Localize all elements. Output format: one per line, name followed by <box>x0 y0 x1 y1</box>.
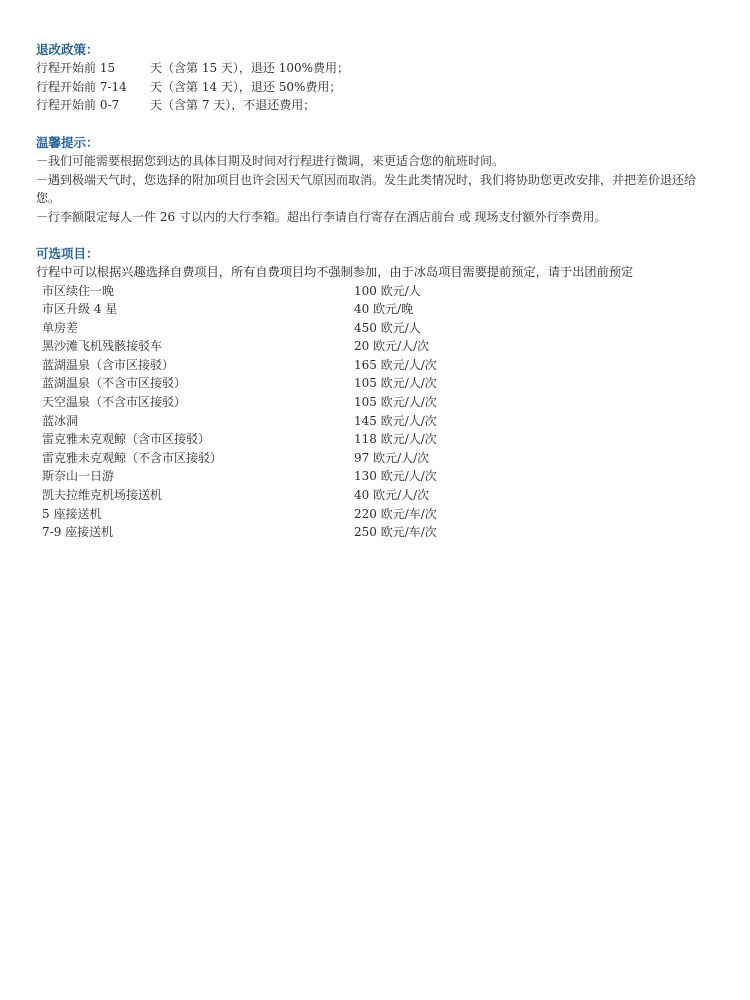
options-title: 可选项目： <box>36 246 99 261</box>
option-name: 凯夫拉维克机场接送机 <box>42 488 163 503</box>
option-price: 165 欧元/人/次 <box>354 357 437 372</box>
tips-section <box>36 134 716 226</box>
option-row <box>36 374 726 393</box>
option-row <box>36 300 726 319</box>
policy-when: 行程开始前 15 <box>36 61 116 75</box>
option-name: 市区升级 4 星 <box>42 302 118 317</box>
option-row <box>36 356 726 375</box>
option-price: 105 欧元/人/次 <box>354 376 437 391</box>
tips-title: 温馨提示： <box>36 135 99 150</box>
option-row <box>36 449 726 468</box>
options-intro: 行程中可以根据兴趣选择自费项目，所有自费项目均不强制参加，由于冰岛项目需要提前预定，请于出团前预定 <box>36 265 634 279</box>
option-price: 130 欧元/人/次 <box>354 469 437 484</box>
refund-policy-section <box>36 41 726 115</box>
option-name: 5 座接送机 <box>42 506 102 521</box>
policy-detail: 天（含第 14 天），退还 50%费用； <box>150 79 342 94</box>
option-name: 天空温泉（不含市区接驳） <box>42 395 187 410</box>
option-price: 20 欧元/人/次 <box>354 339 430 354</box>
option-price: 100 欧元/人 <box>354 283 421 298</box>
option-name: 7-9 座接送机 <box>42 525 114 540</box>
option-price: 145 欧元/人/次 <box>354 413 437 428</box>
tip-item: －我们可能需要根据您到达的具体日期及时间对行程进行微调，来更适合您的航班时间。 <box>36 154 505 168</box>
option-name: 黑沙滩飞机残骸接驳车 <box>42 339 163 354</box>
policy-detail: 天（含第 15 天），退还 100%费用； <box>150 61 350 75</box>
option-row <box>36 282 726 301</box>
option-row <box>36 319 726 338</box>
policy-when: 行程开始前 7-14 <box>36 79 127 94</box>
option-price: 40 欧元/人/次 <box>354 488 430 503</box>
tip-item: －遇到极端天气时，您选择的附加项目也许会因天气原因而取消。发生此类情况时，我们将协助您更改安排，并把差价退还给您。 <box>36 172 697 205</box>
tip-item: －行李额限定每人一件 26 寸以内的大行李箱。超出行李请自行寄存在酒店前台 或 现场支付额外行李费用。 <box>36 209 607 224</box>
option-name: 蓝湖温泉（含市区接驳） <box>42 357 175 372</box>
option-name: 雷克雅未克观鲸（含市区接驳） <box>42 432 211 447</box>
option-price: 118 欧元/人/次 <box>354 432 437 447</box>
option-row <box>36 412 726 431</box>
policy-detail: 天（含第 7 天），不退还费用； <box>150 98 316 112</box>
option-row <box>36 486 726 505</box>
refund-policy-title: 退改政策： <box>36 42 99 57</box>
option-price: 97 欧元/人/次 <box>354 450 430 465</box>
option-name: 市区续住一晚 <box>42 283 115 298</box>
option-name: 斯奈山一日游 <box>42 469 115 484</box>
policy-row <box>36 78 726 97</box>
option-price: 220 欧元/车/次 <box>354 506 437 521</box>
options-section <box>36 245 726 542</box>
option-row <box>36 337 726 356</box>
policy-when: 行程开始前 0-7 <box>36 98 120 112</box>
options-list <box>36 282 726 542</box>
policy-row <box>36 59 726 78</box>
option-name: 蓝冰洞 <box>42 413 79 428</box>
option-price: 450 欧元/人 <box>354 320 421 335</box>
option-row <box>36 430 726 449</box>
option-row <box>36 505 726 524</box>
option-name: 蓝湖温泉（不含市区接驳） <box>42 376 187 391</box>
option-price: 250 欧元/车/次 <box>354 525 437 540</box>
option-row <box>36 467 726 486</box>
option-price: 105 欧元/人/次 <box>354 395 437 410</box>
option-row <box>36 393 726 412</box>
option-price: 40 欧元/晚 <box>354 302 414 317</box>
option-name: 单房差 <box>42 320 79 335</box>
policy-row <box>36 96 726 115</box>
option-row <box>36 523 726 542</box>
option-name: 雷克雅未克观鲸（不含市区接驳） <box>42 450 223 465</box>
